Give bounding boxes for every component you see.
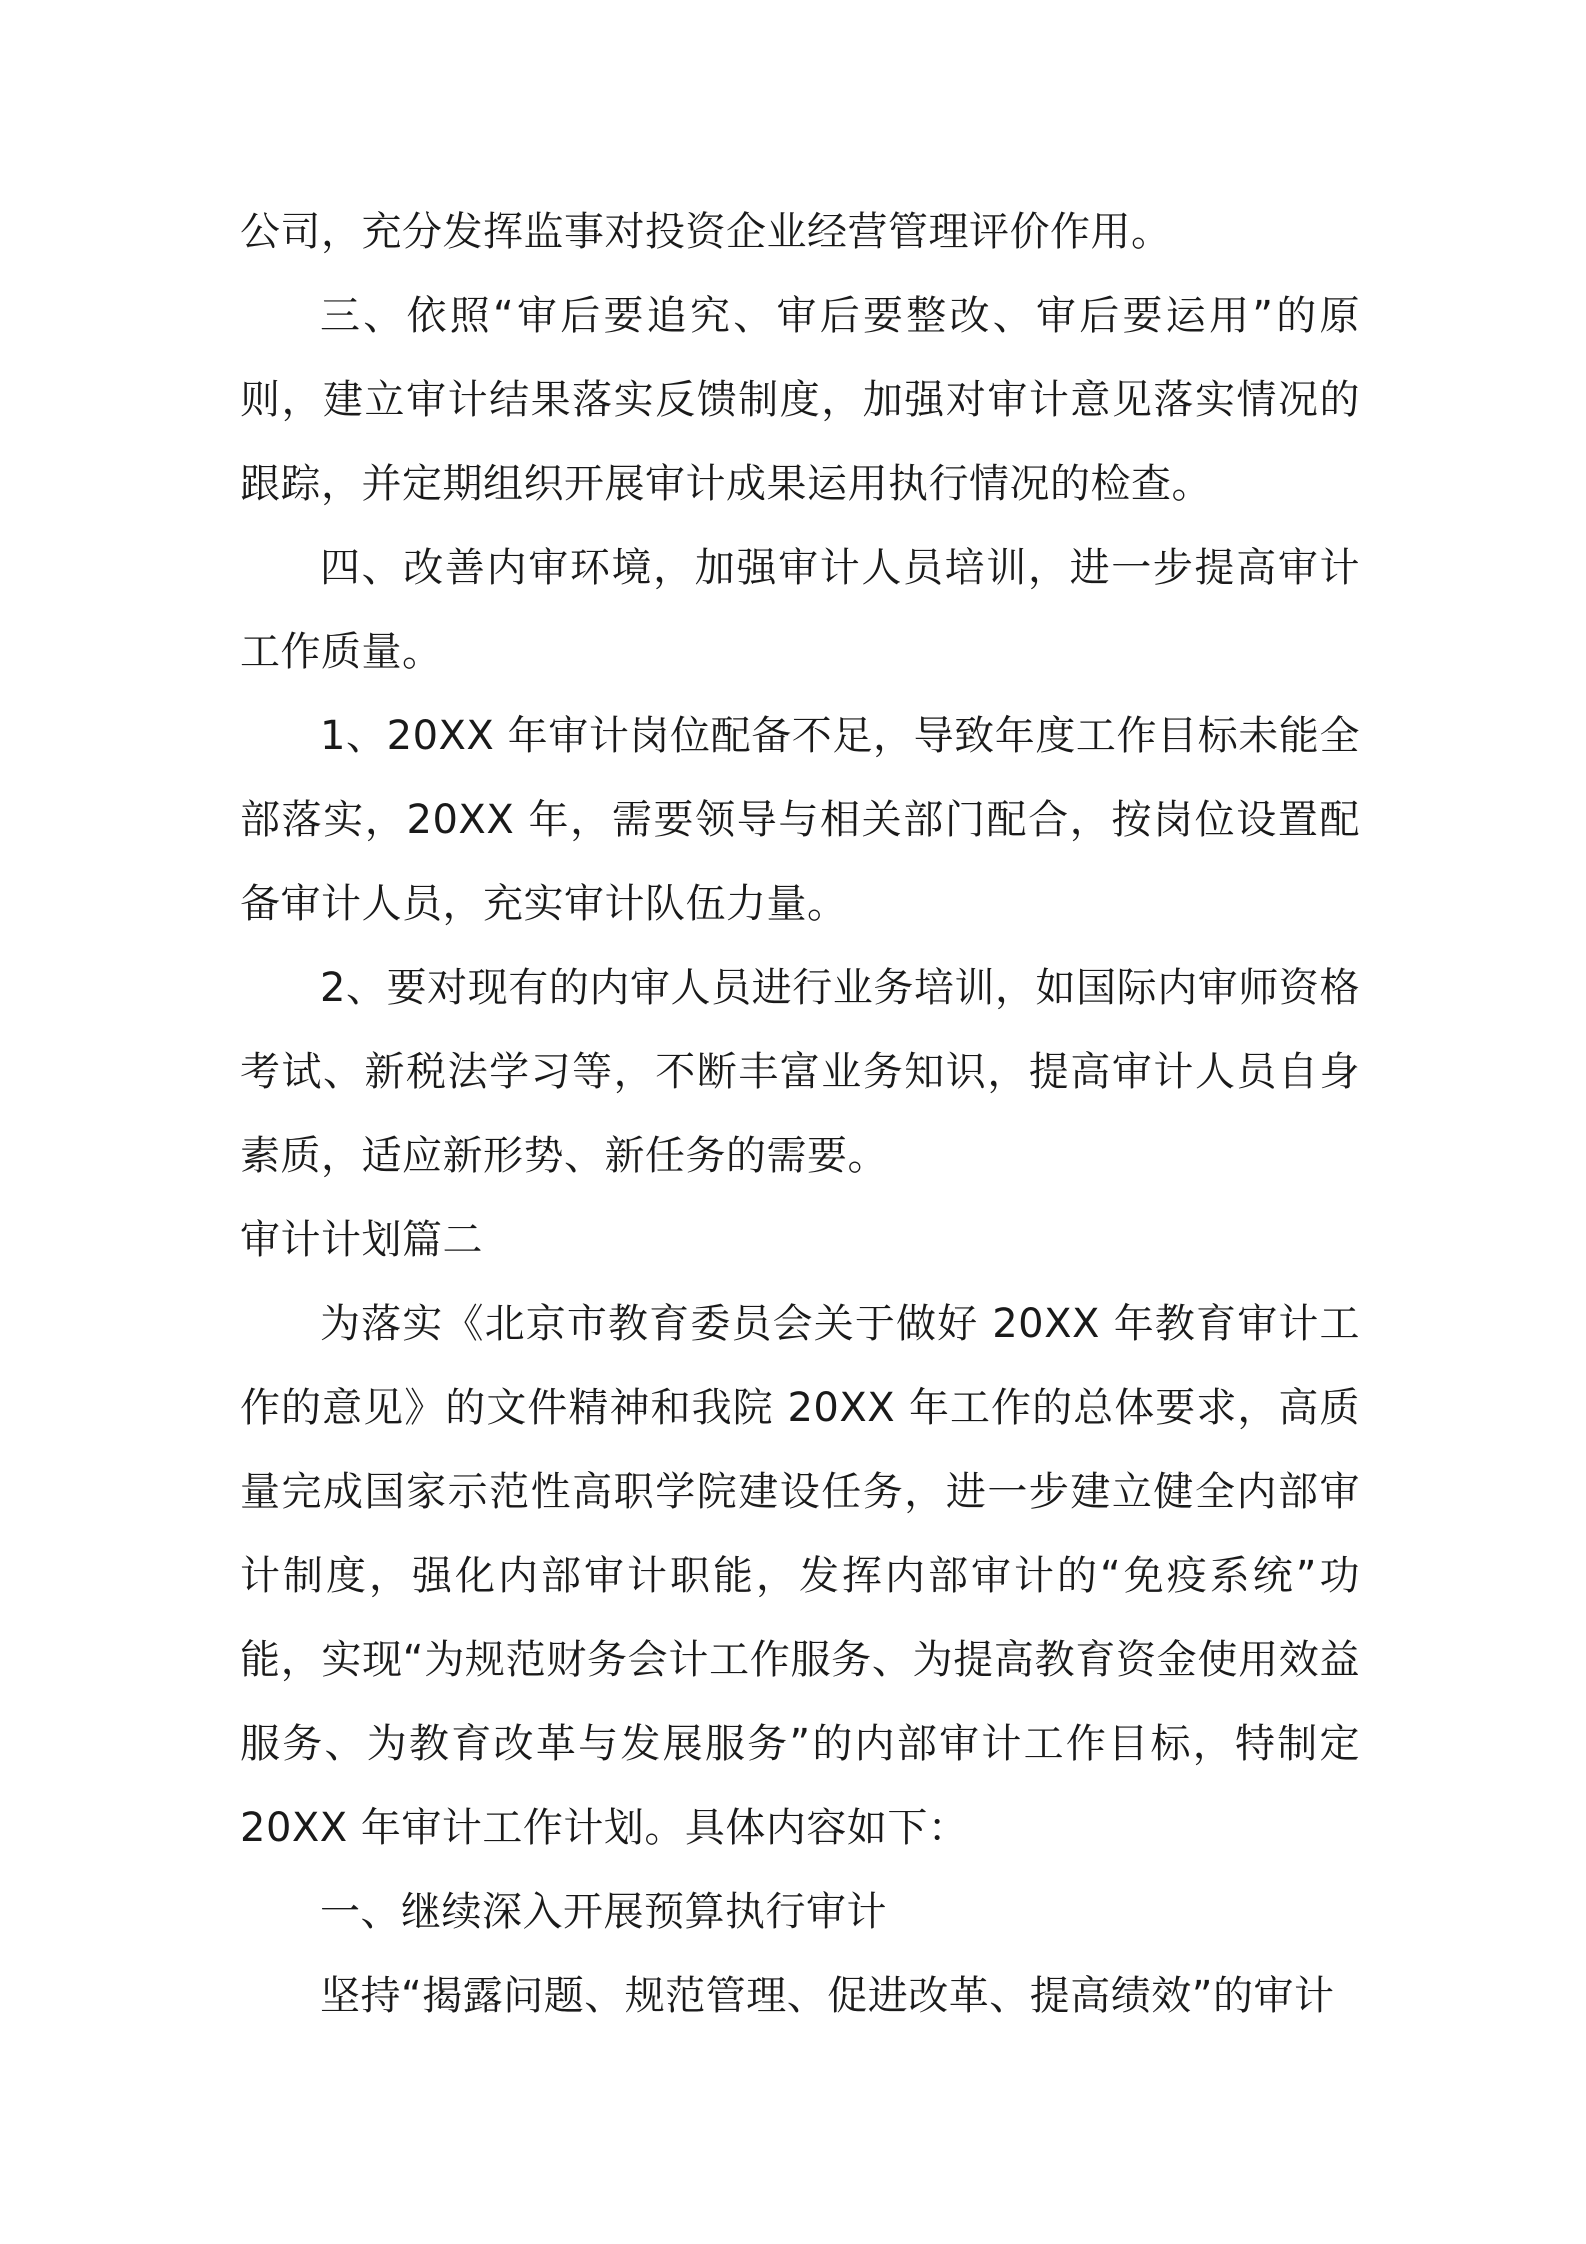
- paragraph-item-one-title: 一、继续深入开展预算执行审计: [320, 1889, 887, 1935]
- section-heading: 审计计划篇二: [240, 1217, 483, 1263]
- paragraph-subitem-2: 2、要对现有的内审人员进行业务培训，如国际内审师资格考试、新税法学习等，不断丰富业务知识，提高审计人员自身素质，适应新形势、新任务的需要。: [240, 965, 1360, 1179]
- paragraph-subitem-1: 1、20XX 年审计岗位配备不足，导致年度工作目标未能全部落实，20XX 年，需要领导与相关部门配合，按岗位设置配备审计人员，充实审计队伍力量。: [240, 713, 1360, 927]
- paragraph-continuation: 公司，充分发挥监事对投资企业经营管理评价作用。: [240, 209, 1172, 255]
- paragraph-item-one-body: 坚持“揭露问题、规范管理、促进改革、提高绩效”的审计: [320, 1973, 1335, 2019]
- paragraph-item-three: 三、依照“审后要追究、审后要整改、审后要运用”的原则，建立审计结果落实反馈制度，加强对审计意见落实情况的跟踪，并定期组织开展审计成果运用执行情况的检查。: [240, 293, 1360, 507]
- paragraph-intro: 为落实《北京市教育委员会关于做好 20XX 年教育审计工作的意见》的文件精神和我院 20XX 年工作的总体要求，高质量完成国家示范性高职学院建设任务，进一步建立健全内部审计制度，强化内部审计职能，发挥内部审计的“免疫系统”功能，实现“为规范财务会计工作服务、为提高教育资金使用效益服务、为教育改革与发展服务”的内部审计工作目标，特制定 20XX 年审计工作计划。具体内容如下：: [240, 1301, 1360, 1851]
- paragraph-item-four: 四、改善内审环境，加强审计人员培训，进一步提高审计工作质量。: [240, 545, 1360, 675]
- document-body: [240, 190, 1360, 2038]
